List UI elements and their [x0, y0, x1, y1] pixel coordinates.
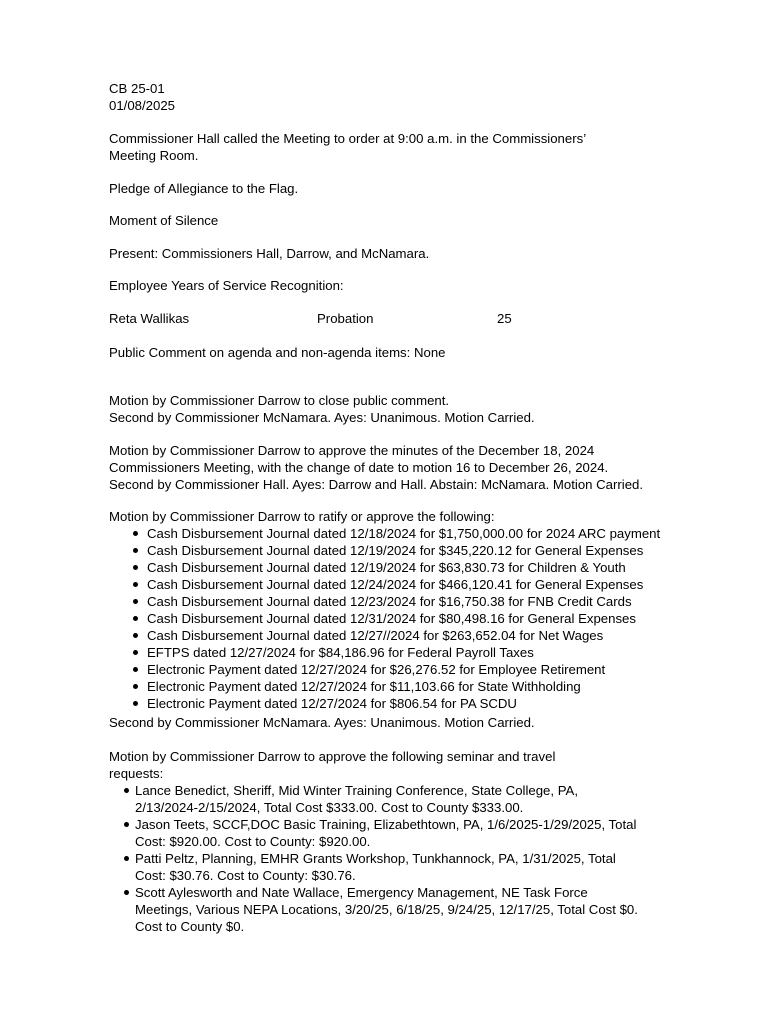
- disbursement-item: Cash Disbursement Journal dated 12/19/2024 for $345,220.12 for General Expenses: [109, 542, 660, 559]
- public-comment-paragraph: Public Comment on agenda and non-agenda items: None: [109, 345, 446, 360]
- motion-travel-intro: [109, 748, 555, 782]
- document-header: [109, 80, 175, 114]
- motion-line: Commissioners Meeting, with the change of date to motion 16 to December 26, 2024.: [109, 460, 609, 475]
- disbursement-item: Electronic Payment dated 12/27/2024 for $26,276.52 for Employee Retirement: [109, 661, 660, 678]
- disbursement-item: Cash Disbursement Journal dated 12/18/2024 for $1,750,000.00 for 2024 ARC payment: [109, 525, 660, 542]
- motion-line: Motion by Commissioner Darrow to approve the following seminar and travel: [109, 749, 556, 764]
- disbursement-item: EFTPS dated 12/27/2024 for $84,186.96 for Federal Payroll Taxes: [109, 644, 660, 661]
- travel-line: Lance Benedict, Sheriff, Mid Winter Training Conference, State College, PA,: [135, 783, 578, 798]
- ratify-second-line: Second by Commissioner McNamara. Ayes: Unanimous. Motion Carried.: [109, 715, 535, 730]
- motion-approve-minutes: [109, 442, 643, 493]
- disbursement-item: Cash Disbursement Journal dated 12/27//2024 for $263,652.04 for Net Wages: [109, 627, 660, 644]
- travel-line: Meetings, Various NEPA Locations, 3/20/25, 6/18/25, 9/24/25, 12/17/25, Total Cost $0.: [135, 902, 638, 917]
- travel-request-item: [124, 816, 638, 850]
- motion-line: requests:: [109, 766, 164, 781]
- employee-recognition-row: [109, 310, 609, 327]
- employee-years: 25: [497, 311, 512, 326]
- present-paragraph: Present: Commissioners Hall, Darrow, and McNamara.: [109, 246, 430, 261]
- motion-close-public-comment: [109, 392, 535, 426]
- travel-request-item: [124, 850, 638, 884]
- travel-line: Cost: $920.00. Cost to County: $920.00.: [135, 834, 371, 849]
- travel-line: Scott Aylesworth and Nate Wallace, Emergency Management, NE Task Force: [135, 885, 588, 900]
- travel-request-item: [124, 782, 638, 816]
- disbursement-list: [109, 525, 660, 712]
- call-to-order-line: Meeting Room.: [109, 148, 199, 163]
- employee-department: Probation: [317, 311, 374, 326]
- disbursement-item: Electronic Payment dated 12/27/2024 for $11,103.66 for State Withholding: [109, 678, 660, 695]
- travel-request-item: [124, 884, 638, 935]
- travel-line: Cost to County $0.: [135, 919, 245, 934]
- years-of-service-heading: Employee Years of Service Recognition:: [109, 278, 344, 293]
- call-to-order-line: Commissioner Hall called the Meeting to order at 9:00 a.m. in the Commissioners’: [109, 131, 587, 146]
- meeting-date: 01/08/2025: [109, 98, 176, 113]
- case-number: CB 25-01: [109, 81, 165, 96]
- disbursement-item: Cash Disbursement Journal dated 12/31/2024 for $80,498.16 for General Expenses: [109, 610, 660, 627]
- travel-line: Cost: $30.76. Cost to County: $30.76.: [135, 868, 356, 883]
- travel-line: 2/13/2024-2/15/2024, Total Cost $333.00. Cost to County $333.00.: [135, 800, 524, 815]
- travel-request-list: [124, 782, 638, 935]
- motion-line: Motion by Commissioner Darrow to close public comment.: [109, 393, 450, 408]
- silence-paragraph: Moment of Silence: [109, 213, 219, 228]
- second-line: Second by Commissioner Hall. Ayes: Darrow and Hall. Abstain: McNamara. Motion Carried.: [109, 477, 644, 492]
- disbursement-item: Cash Disbursement Journal dated 12/24/2024 for $466,120.41 for General Expenses: [109, 576, 660, 593]
- pledge-paragraph: Pledge of Allegiance to the Flag.: [109, 181, 299, 196]
- disbursement-item: Cash Disbursement Journal dated 12/23/2024 for $16,750.38 for FNB Credit Cards: [109, 593, 660, 610]
- call-to-order-paragraph: [109, 130, 586, 164]
- travel-line: Jason Teets, SCCF,DOC Basic Training, Elizabethtown, PA, 1/6/2025-1/29/2025, Total: [135, 817, 637, 832]
- motion-line: Motion by Commissioner Darrow to approve the minutes of the December 18, 2024: [109, 443, 595, 458]
- second-line: Second by Commissioner McNamara. Ayes: Unanimous. Motion Carried.: [109, 410, 535, 425]
- disbursement-item: Cash Disbursement Journal dated 12/19/2024 for $63,830.73 for Children & Youth: [109, 559, 660, 576]
- disbursement-item: Electronic Payment dated 12/27/2024 for $806.54 for PA SCDU: [109, 695, 660, 712]
- motion-ratify-intro: Motion by Commissioner Darrow to ratify or approve the following:: [109, 509, 495, 524]
- travel-line: Patti Peltz, Planning, EMHR Grants Workshop, Tunkhannock, PA, 1/31/2025, Total: [135, 851, 616, 866]
- employee-name: Reta Wallikas: [109, 311, 190, 326]
